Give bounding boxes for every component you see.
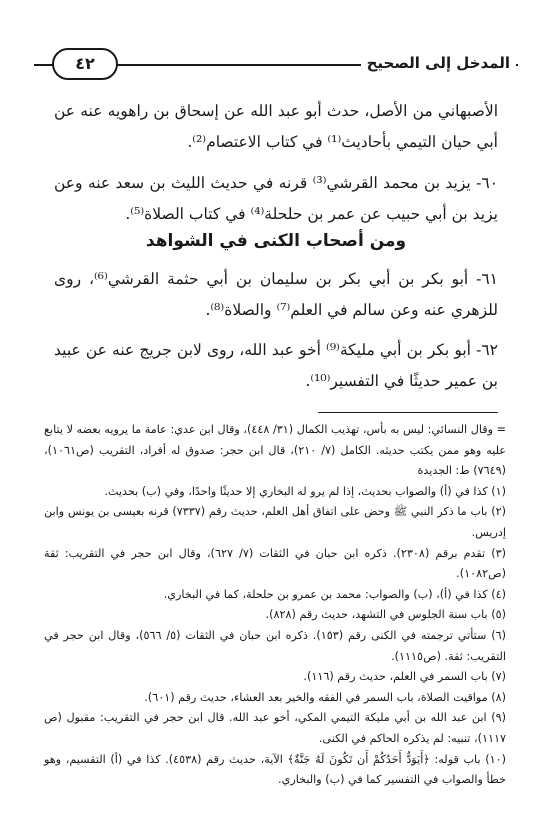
footnote: (٨) مواقيت الصلاة، باب السمر في الفقه والخير بعد العشاء، حديث رقم (٦٠١). xyxy=(144,690,506,704)
entry-60 xyxy=(54,168,498,230)
footnote: (٢) باب ما ذكر النبي ﷺ وحض على اتفاق أهل العلم، حديث رقم (٧٣٣٧) قرنه بعيسى بن يونس وابن إدريس. xyxy=(44,505,506,539)
entry-62 xyxy=(54,335,498,397)
footnote: (٤) كذا في (أ)، (ب) والصواب: محمد بن عمرو بن حلحلة، كما في البخاري. xyxy=(163,587,506,601)
footnotes xyxy=(44,420,506,791)
paragraph-text: ٦٠- يزيد بن محمد القرشي⁽³⁾ قرنه في حديث الليث بن سعد عنه وعن يزيد بن أبي حبيب عن عمر بن حلحلة⁽⁴⁾ في كتاب الصلاة⁽⁵⁾. xyxy=(54,174,498,223)
paragraph-text: ٦١- أبو بكر بن أبي بكر بن سليمان بن أبي حثمة القرشي⁽⁶⁾، روى للزهري عنه وعن سالم في العلم⁽⁷⁾ والصلاة⁽⁸⁾. xyxy=(54,270,498,319)
footnote: (٣) تقدم برقم (٢٣٠٨). ذكره ابن حبان في الثقات (٧/ ٦٢٧)، وقال ابن حجر في التقريب: ثقة (ص١٠٨٢). xyxy=(44,546,506,581)
footnote: (١) كذا في (أ) والصواب بحديث، إذا لم يرو له البخاري إلا حديثًا واحدًا، وفي (ب) بحديث. xyxy=(104,484,506,498)
running-title: المدخل إلى الصحيح xyxy=(361,50,516,76)
footnote: (١٠) باب قوله: ﴿أَيَوَدُّ أَحَدُكُمْ أَن تَكُونَ لَهُ جَنَّةٌ﴾ الآية، حديث رقم (٤٥٣٨). كذا في (أ) التقسيم، وهو خطأ والصواب في التفسير كما في (ب) والبخاري. xyxy=(44,752,506,787)
page-number: ٤٢ xyxy=(52,48,118,80)
footnote: (٦) ستأتي ترجمته في الكنى رقم (١٥٣). ذكره ابن حبان في الثقات (٥/ ٥٦٦)، وقال ابن حجر في التقريب: ثقة. (ص١١١٥). xyxy=(44,628,506,663)
footnote: (٩) ابن عبد الله بن أبي مليكة التيمي المكي، أخو عبد الله. قال ابن حجر في التقريب: مقبول (ص ١١١٧)، تنبيه: لم يذكره الحاكم في الكنى. xyxy=(44,711,506,745)
entry-61 xyxy=(54,264,498,326)
footnote-divider xyxy=(318,412,498,413)
page-header xyxy=(34,46,518,80)
paragraph-text: ٦٢- أبو بكر بن أبي مليكة⁽⁹⁾ أخو عبد الله، روى لابن جريج عنه عن عبيد بن عمير حديثًا في التفسير⁽¹⁰⁾. xyxy=(54,341,498,390)
footnote: = وقال النسائي: ليس به بأس، تهذيب الكمال (٣١/ ٤٤٨)، وقال ابن عدي: عامة ما يرويه بعضه لا يتابع عليه وهو ممن يكتب حديثه. الكامل (٧/ ٢١٠)، قال ابن حجر: صدوق له أفراد، التقريب (ص١٠٦١)، (٧٦٤٩) ط: الجديدة xyxy=(44,423,507,478)
paragraph-text: الأصبهاني من الأصل، حدث أبو عبد الله عن إسحاق بن راهويه عنه عن أبي حيان التيمي بأحاديث⁽¹⁾ في كتاب الاعتصام⁽²⁾. xyxy=(54,102,498,151)
footnote: (٧) باب السمر في العلم، حديث رقم (١١٦). xyxy=(303,670,506,684)
section-heading: ومن أصحاب الكنى في الشواهد xyxy=(145,231,407,251)
footnote: (٥) باب سنة الجلوس في التشهد، حديث رقم (٨٢٨). xyxy=(265,608,506,622)
body-paragraph xyxy=(54,96,498,158)
